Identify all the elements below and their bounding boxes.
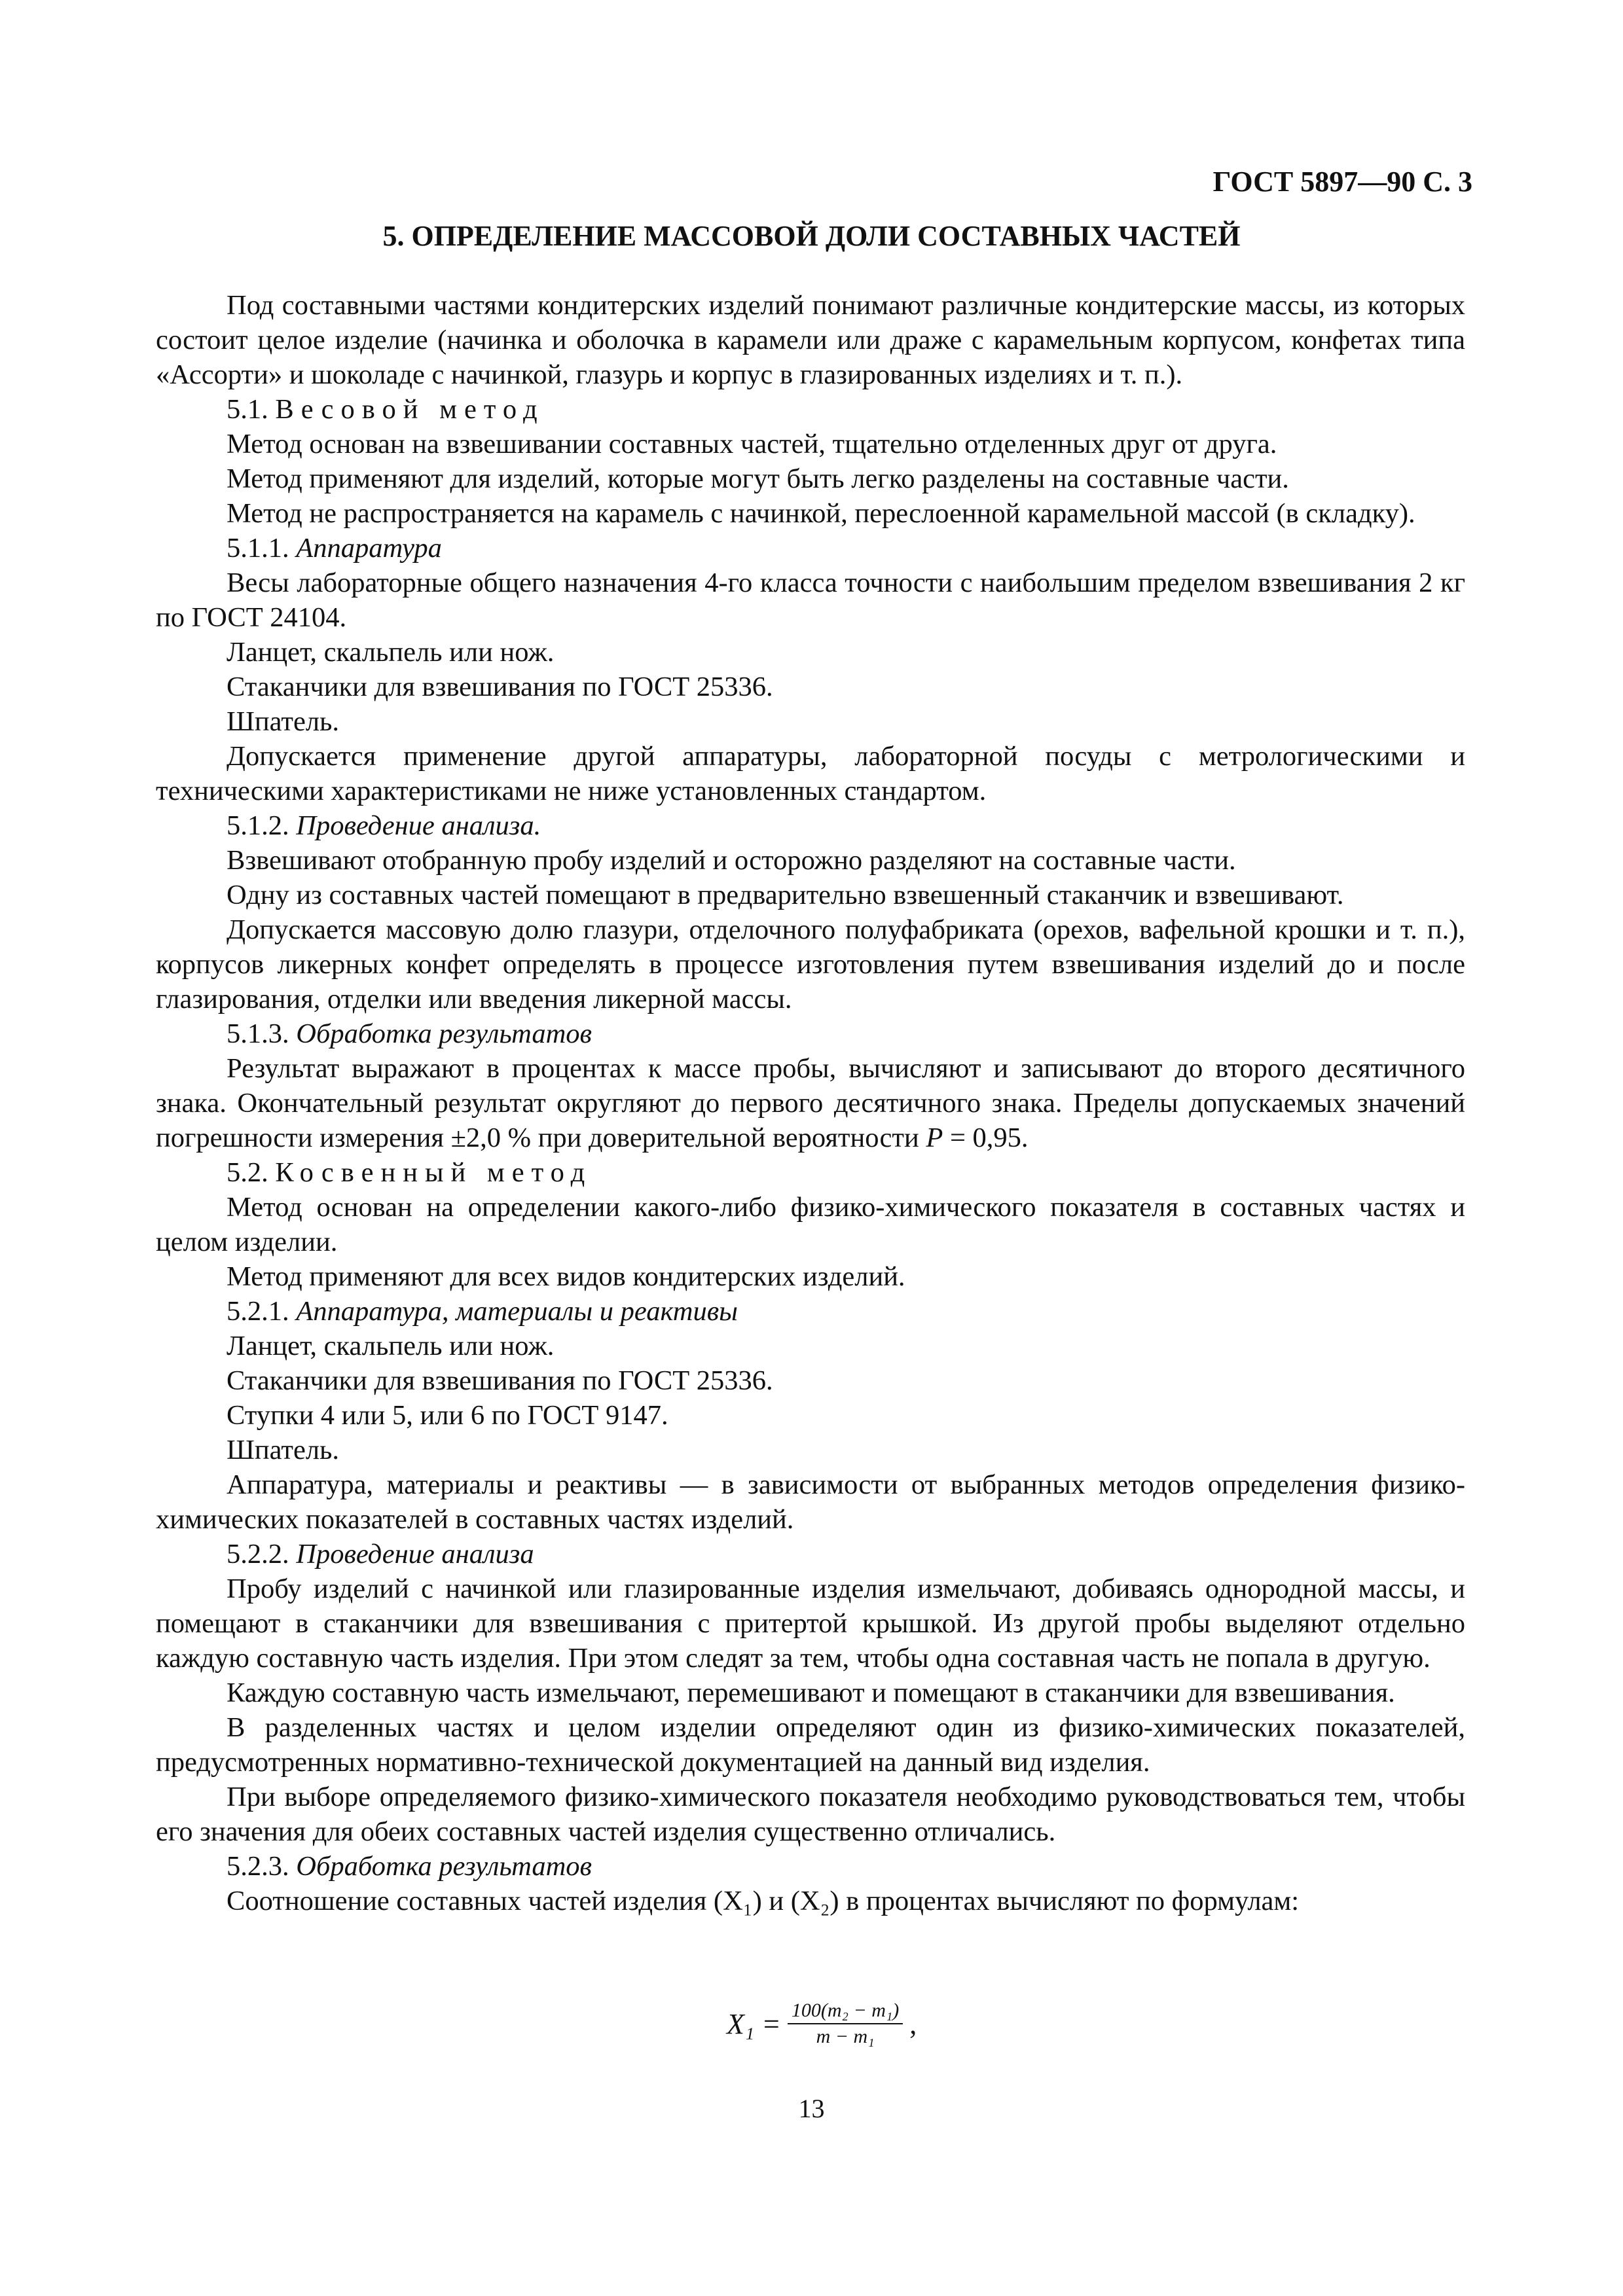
paragraph: Допускается массовую долю глазури, отделочного полуфабриката (орехов, вафельной крошки и т. п.), корпусов ликерных конфет определять в процессе изготовления путем взвешивания изделий до и после глазирования, отделки или введения ликерной массы. (156, 914, 1465, 1014)
section-title: 5. ОПРЕДЕЛЕНИЕ МАССОВОЙ ДОЛИ СОСТАВНЫХ ЧАСТЕЙ (382, 220, 1241, 252)
paragraph-text: Результат выражают в процентах к массе пробы, вычисляют и записывают до второго десятичного знака. Окончательный результат округляют до первого десятичного знака. Пределы допускаемых значений погрешности измерения ±2,0 % при доверительной вероятности (156, 1053, 1465, 1153)
heading-5-1-3 (156, 1016, 1465, 1051)
heading-5-2-2-title: Проведение анализа (296, 1539, 534, 1570)
heading-5-1-3-number: 5.1.3. (227, 1018, 289, 1049)
page-number: 13 (798, 2094, 825, 2123)
paragraph: Каждую составную часть измельчают, перемешивают и помещают в стаканчики для взвешивания. (227, 1677, 1395, 1708)
formula-denominator: m − m₁ (816, 2026, 875, 2047)
heading-5-1-1-title: Аппаратура (296, 533, 442, 564)
heading-5-1-number: 5.1. (227, 394, 268, 425)
heading-5-2-3-number: 5.2.3. (227, 1851, 289, 1882)
formula-fraction (788, 2000, 903, 2048)
paragraph: При выборе определяемого физико-химического показателя необходимо руководствоваться тем, чтобы его значения для обеих составных частей изделия существенно отличались. (156, 1782, 1465, 1847)
heading-5-2-3-title: Обработка результатов (296, 1851, 592, 1882)
paragraph: Стаканчики для взвешивания по ГОСТ 25336. (227, 672, 773, 702)
paragraph (156, 1051, 1465, 1155)
paragraph: Метод основан на взвешивании составных частей, тщательно отделенных друг от друга. (227, 429, 1277, 459)
variable-p: P (926, 1122, 943, 1153)
paragraph: Аппаратура, материалы и реактивы — в зависимости от выбранных методов определения физико-химических показателей в составных частях изделий. (156, 1469, 1465, 1535)
paragraph: Ланцет, скальпель или нож. (227, 637, 555, 668)
paragraph-intro: Под составными частями кондитерских изделий понимают различные кондитерские массы, из которых состоит целое изделие (начинка и оболочка в карамели или драже с карамельным корпусом, конфетах типа «Ассорти» и шоколаде с начинкой, глазурь и корпус в глазированных изделиях и т. п.). (156, 290, 1465, 390)
paragraph: Весы лабораторные общего назначения 4-го класса точности с наибольшим пределом взвешивания 2 кг по ГОСТ 24104. (156, 567, 1465, 633)
paragraph: Стаканчики для взвешивания по ГОСТ 25336. (227, 1365, 773, 1396)
document-body (156, 288, 1465, 1918)
paragraph: Метод не распространяется на карамель с начинкой, переслоенной карамельной массой (в складку). (227, 498, 1415, 529)
paragraph: Допускается применение другой аппаратуры, лабораторной посуды с метрологическими и техническими характеристиками не ниже установленных стандартом. (156, 741, 1465, 806)
heading-5-1-title: Весовой метод (275, 394, 545, 425)
heading-5-2-1-number: 5.2.1. (227, 1296, 289, 1327)
formula-lhs: X₁ = (727, 2007, 781, 2040)
paragraph: Метод основан на определении какого-либо физико-химического показателя в составных частях и целом изделии. (156, 1192, 1465, 1257)
heading-5-2-number: 5.2. (227, 1157, 268, 1188)
paragraph: Ланцет, скальпель или нож. (227, 1331, 555, 1361)
paragraph: Шпатель. (227, 706, 340, 737)
paragraph: Шпатель. (227, 1435, 340, 1465)
paragraph: Метод применяют для изделий, которые могут быть легко разделены на составные части. (227, 463, 1289, 494)
heading-5-1-2-number: 5.1.2. (227, 810, 289, 841)
heading-5-2-1-title: Аппаратура, материалы и реактивы (296, 1296, 738, 1327)
formula-x1 (727, 2000, 917, 2048)
formula-numerator: 100(m₂ − m₁) (788, 2000, 903, 2024)
document-header: ГОСТ 5897—90 С. 3 (1213, 166, 1472, 198)
formula-trail: , (909, 2007, 917, 2040)
paragraph: Ступки 4 или 5, или 6 по ГОСТ 9147. (227, 1400, 668, 1431)
paragraph: Соотношение составных частей изделия (X₁) и (X₂) в процентах вычисляют по формулам: (227, 1886, 1300, 1916)
paragraph: Одну из составных частей помещают в предварительно взвешенный стаканчик и взвешивают. (227, 880, 1344, 910)
heading-5-2-3 (156, 1849, 1465, 1884)
heading-5-1-2-title: Проведение анализа. (296, 810, 541, 841)
heading-5-2-title: Косвенный метод (275, 1157, 593, 1188)
heading-5-2-2-number: 5.2.2. (227, 1539, 289, 1570)
paragraph-text: = 0,95. (943, 1122, 1029, 1153)
heading-5-1-1-number: 5.1.1. (227, 533, 289, 564)
heading-5-2-1 (156, 1294, 1465, 1329)
paragraph: Пробу изделий с начинкой или глазированные изделия измельчают, добиваясь однородной массы, и помещают в стаканчики для взвешивания с притертой крышкой. Из другой пробы выделяют отдельно каждую составную часть изделия. При этом следят за тем, чтобы одна составная часть не попала в другую. (156, 1573, 1465, 1674)
heading-5-1 (156, 392, 1465, 427)
heading-5-1-2 (156, 808, 1465, 843)
paragraph: В разделенных частях и целом изделии определяют один из физико-химических показателей, предусмотренных нормативно-технической документацией на данный вид изделия. (156, 1712, 1465, 1778)
heading-5-2 (156, 1155, 1465, 1190)
paragraph: Метод применяют для всех видов кондитерских изделий. (227, 1261, 905, 1292)
heading-5-1-1 (156, 531, 1465, 565)
heading-5-2-2 (156, 1537, 1465, 1571)
heading-5-1-3-title: Обработка результатов (296, 1018, 592, 1049)
paragraph: Взвешивают отобранную пробу изделий и осторожно разделяют на составные части. (227, 845, 1236, 876)
